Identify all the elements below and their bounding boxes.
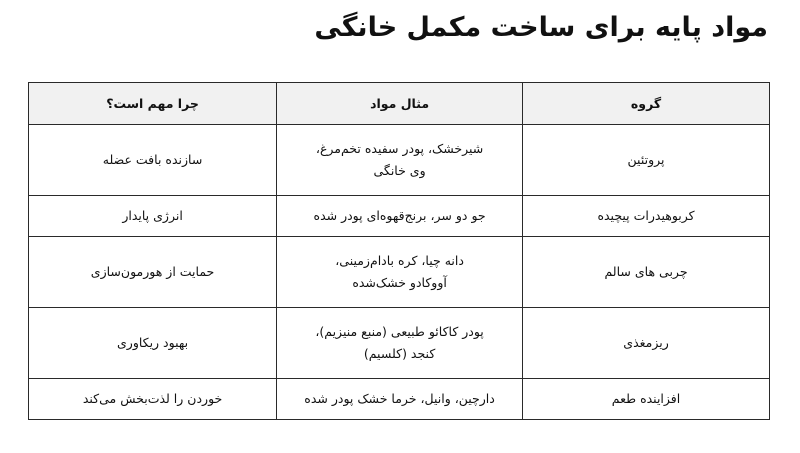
page-title: مواد پایه برای ساخت مکمل خانگی <box>314 12 768 43</box>
cell-why: بهبود ریکاوری <box>29 308 277 379</box>
cell-why: سازنده بافت عضله <box>29 125 277 196</box>
cell-example <box>277 237 523 308</box>
header-group: گروه <box>523 83 770 125</box>
table-row <box>29 308 770 379</box>
cell-example <box>277 308 523 379</box>
cell-example-line: پودر کاکائو طبیعی (منبع منیزیم)، <box>315 324 484 339</box>
cell-example-line: آووکادو خشک‌شده <box>352 275 447 290</box>
cell-example <box>277 196 523 237</box>
table-header-row <box>29 83 770 125</box>
cell-example-line: کنجد (کلسیم) <box>363 346 436 361</box>
header-why: چرا مهم است؟ <box>29 83 277 125</box>
table-row <box>29 125 770 196</box>
cell-group: چربی های سالم <box>523 237 770 308</box>
table-row <box>29 196 770 237</box>
cell-example-line: شیرخشک، پودر سفیده تخم‌مرغ، <box>315 141 484 156</box>
cell-example <box>277 379 523 420</box>
cell-example-line: دانه چیا، کره بادام‌زمینی، <box>335 253 464 268</box>
cell-group: افزاینده طعم <box>523 379 770 420</box>
cell-why: خوردن را لذت‌بخش می‌کند <box>29 379 277 420</box>
cell-example-line: جو دو سر، برنج‌قهوه‌ای پودر شده <box>313 208 486 223</box>
cell-example-line: دارچین، وانیل، خرما خشک پودر شده <box>304 391 495 406</box>
cell-group: ریزمغذی <box>523 308 770 379</box>
header-example: مثال مواد <box>277 83 523 125</box>
cell-why: انرژی پایدار <box>29 196 277 237</box>
cell-example-line: وی خانگی <box>373 163 426 178</box>
table-row <box>29 379 770 420</box>
materials-table <box>28 82 770 420</box>
cell-group: کربوهیدرات پیچیده <box>523 196 770 237</box>
cell-why: حمایت از هورمون‌سازی <box>29 237 277 308</box>
table-row <box>29 237 770 308</box>
cell-example <box>277 125 523 196</box>
cell-group: پروتئین <box>523 125 770 196</box>
